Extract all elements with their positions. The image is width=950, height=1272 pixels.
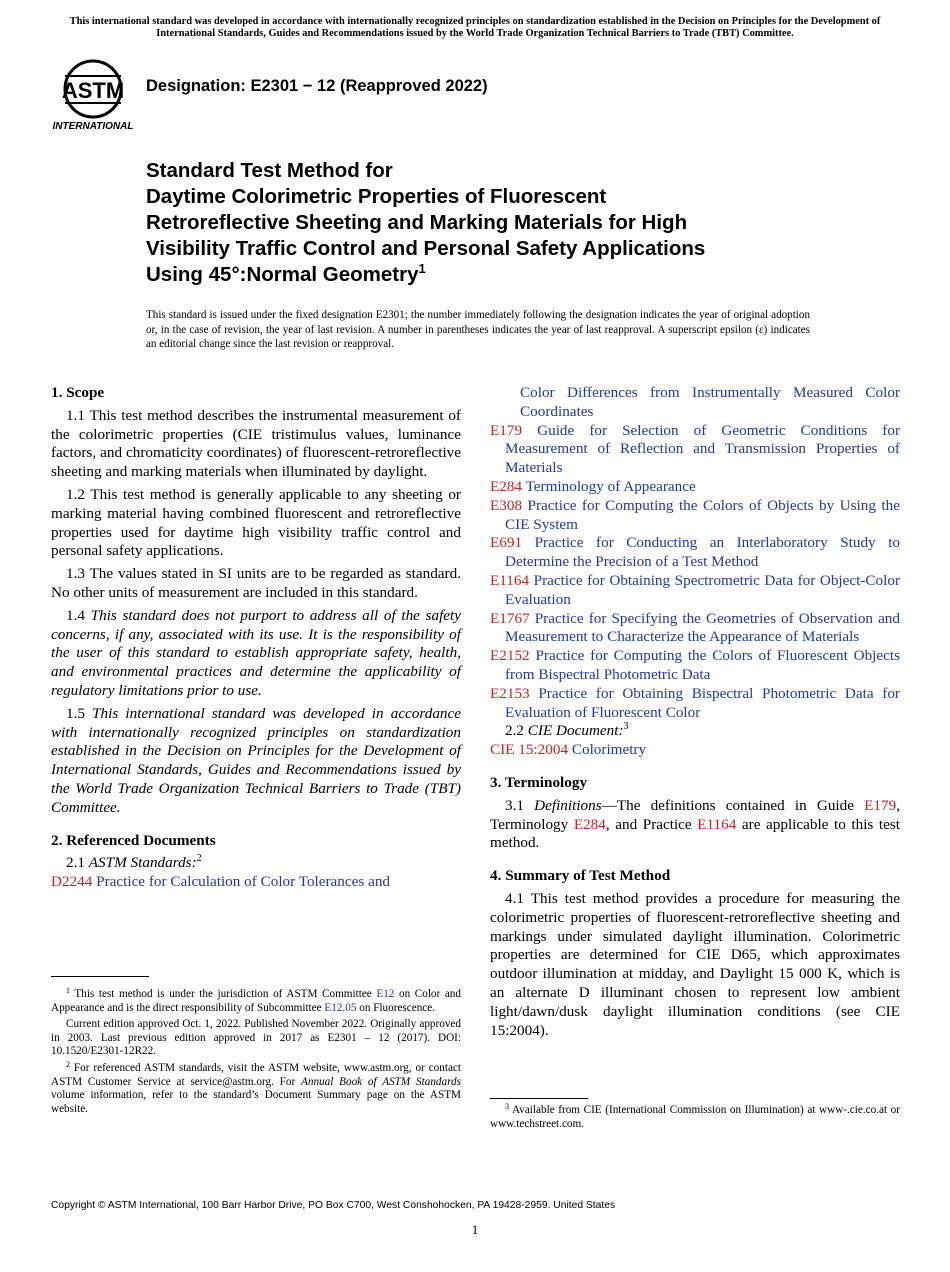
link-e179[interactable]: E179 (864, 796, 897, 814)
title-line: Daytime Colorimetric Properties of Fluorescent (146, 185, 607, 208)
link-e12-05[interactable]: E12.05 (324, 1001, 357, 1014)
astm-standards-label: 2.1 ASTM Standards:$^2$ (66, 853, 202, 872)
section-heading-summary: 4. Summary of Test Method (490, 867, 671, 885)
ref-e284[interactable]: E284 Terminology of Appearance (490, 477, 696, 495)
ref-d2244-continued[interactable]: Color Differences from Instrumentally Measured Color Coordinates (520, 384, 900, 420)
paragraph-4-1: 4.1 This test method provides a procedure for measuring the colorimetric properties of fluorescent-retroreflective sheeting and markings under simulated daylight illumination. Colorimetric properties are determined for CIE D65, which approximates outdoor illumination at midday, and Daylight 15 000 K, which is an alternate D illuminant chosen to represent low ambient light/dawn/dusk daylight illumination conditions (see CIE 15:2004). (490, 889, 900, 1039)
cie-document-label: 2.2 CIE Document:$^3$ (505, 721, 629, 740)
ref-d2244[interactable]: D2244 Practice for Calculation of Color Tolerances and (51, 873, 391, 891)
link-e12[interactable]: E12 (376, 988, 395, 1000)
paragraph-3-1: 3.1 Definitions—The definitions contained in Guide E179, Terminology E284, and Practice E1164 are applicable to this test method. (490, 796, 900, 852)
left-column (51, 384, 461, 892)
ref-e691[interactable]: E691 Practice for Conducting an Interlaboratory Study to Determine the Precision of a Test Method (490, 534, 901, 571)
astm-logo-icon (52, 56, 134, 132)
issued-note: This standard is issued under the fixed designation E2301; the number immediately following the designation indicates the year of original adoption or, in the case of revision, the year of last revision. A number in parentheses indicates the year of last reapproval. A superscript epsilon (ε) indicates an editorial change since the last revision or reapproval. (146, 309, 810, 350)
svg-text:INTERNATIONAL: INTERNATIONAL (52, 121, 134, 132)
footnote-2: $^2$ For referenced ASTM standards, visit the ASTM website, www.astm.org, or contact ASTM Customer Service at service@astm.org. For Annual Book of ASTM Standards volume information, refer to the standard’s Document Summary page on the ASTM website. (51, 1059, 461, 1115)
document-title (146, 158, 866, 288)
paragraph-1-5: 1.5 This international standard was developed in accordance with internationally recognized principles on standardization established in the Decision on Principles for the Development of International Standards, Guides and Recommendations issued by the World Trade Organization Technical Barriers to Trade (TBT) Committee. (51, 704, 462, 816)
title-line: Retroreflective Sheeting and Marking Materials for High (146, 211, 688, 234)
section-heading-scope: 1. Scope (51, 384, 105, 401)
designation: Designation: E2301 − 12 (Reapproved 2022) (146, 77, 488, 95)
section-heading-terminology: 3. Terminology (490, 773, 588, 791)
paragraph-1-4: 1.4 This standard does not purport to address all of the safety concerns, if any, associated with its use. It is the responsibility of the user of this standard to establish appropriate safety, health, and environmental practices and determine the applicability of regulatory limitations prior to use. (51, 606, 462, 699)
top-notice: This international standard was developed in accordance with internationally recognized principles on standardization established in the Decision on Principles for the Development of International Standards, Guides and Recommendations issued by the World Trade Organization Technical Barriers to Trade (TBT) Committee. (69, 16, 881, 39)
title-footnote-mark: 1 (418, 261, 426, 276)
link-e1164[interactable]: E1164 (697, 815, 737, 833)
footnotes-left (51, 988, 461, 1119)
footnote-3: $^3$ Available from CIE (International Commission on Illumination) at www-.cie.co.at or www.techstreet.com. (490, 1102, 900, 1130)
ref-e2152[interactable]: E2152 Practice for Computing the Colors of Fluorescent Objects from Bispectral Photometric Data (490, 647, 901, 683)
footnote-rule-right (490, 1098, 588, 1099)
title-line: Visibility Traffic Control and Personal Safety Applications (146, 237, 706, 260)
paragraph-1-2: 1.2 This test method is generally applicable to any sheeting or marking material having combined fluorescent and retroreflective properties used for daytime high visibility traffic control and personal safety applications. (51, 485, 461, 560)
footnote-rule (51, 976, 149, 977)
right-column (490, 384, 900, 1044)
ref-e1767[interactable]: E1767 Practice for Specifying the Geometries of Observation and Measurement to Characterize the Appearance of Materials (490, 609, 900, 646)
footnote-1: $^1$ This test method is under the jurisdiction of ASTM Committee E12 on Color and Appearance and is the direct responsibility of Subcommittee E12.05 on Fluorescence. (51, 986, 461, 1014)
ref-e179[interactable]: E179 Guide for Selection of Geometric Conditions for Measurement of Reflection and Transmission Properties of Materials (490, 421, 901, 477)
ref-e1164[interactable]: E1164 Practice for Obtaining Spectrometric Data for Object-Color Evaluation (490, 571, 901, 608)
footnote-edition: Current edition approved Oct. 1, 2022. Published November 2022. Originally approved in 2003. Last previous edition approved in 2017 as E2301 – 12 (2017). DOI: 10.1520/E2301-12R22. (51, 1018, 461, 1058)
paragraph-1-1: 1.1 This test method describes the instrumental measurement of the colorimetric properties (CIE tristimulus values, luminance factors, and chromaticity coordinates) of fluorescent-retroreflective sheeting and marking materials when illuminated by daylight. (51, 406, 461, 481)
paragraph-1-3: 1.3 The values stated in SI units are to be regarded as standard. No other units of measurement are included in this standard. (51, 565, 461, 601)
title-line: Using 45°:Normal Geometry$^1$ (146, 261, 426, 286)
ref-e2153[interactable]: E2153 Practice for Obtaining Bispectral Photometric Data for Evaluation of Fluorescent Color (490, 684, 900, 721)
section-heading-referenced: 2. Referenced Documents (51, 831, 216, 849)
svg-text:ASTM: ASTM (61, 78, 125, 103)
ref-e308[interactable]: E308 Practice for Computing the Colors of Objects by Using the CIE System (490, 496, 900, 533)
link-e284[interactable]: E284 (573, 815, 606, 833)
page-number: 1 (471, 1222, 479, 1237)
copyright: Copyright © ASTM International, 100 Barr Harbor Drive, PO Box C700, West Conshohocken, PA 19428-2959. United States (51, 1200, 616, 1211)
ref-cie-15[interactable]: CIE 15:2004 Colorimetry (490, 741, 647, 759)
title-line: Standard Test Method for (146, 159, 393, 182)
